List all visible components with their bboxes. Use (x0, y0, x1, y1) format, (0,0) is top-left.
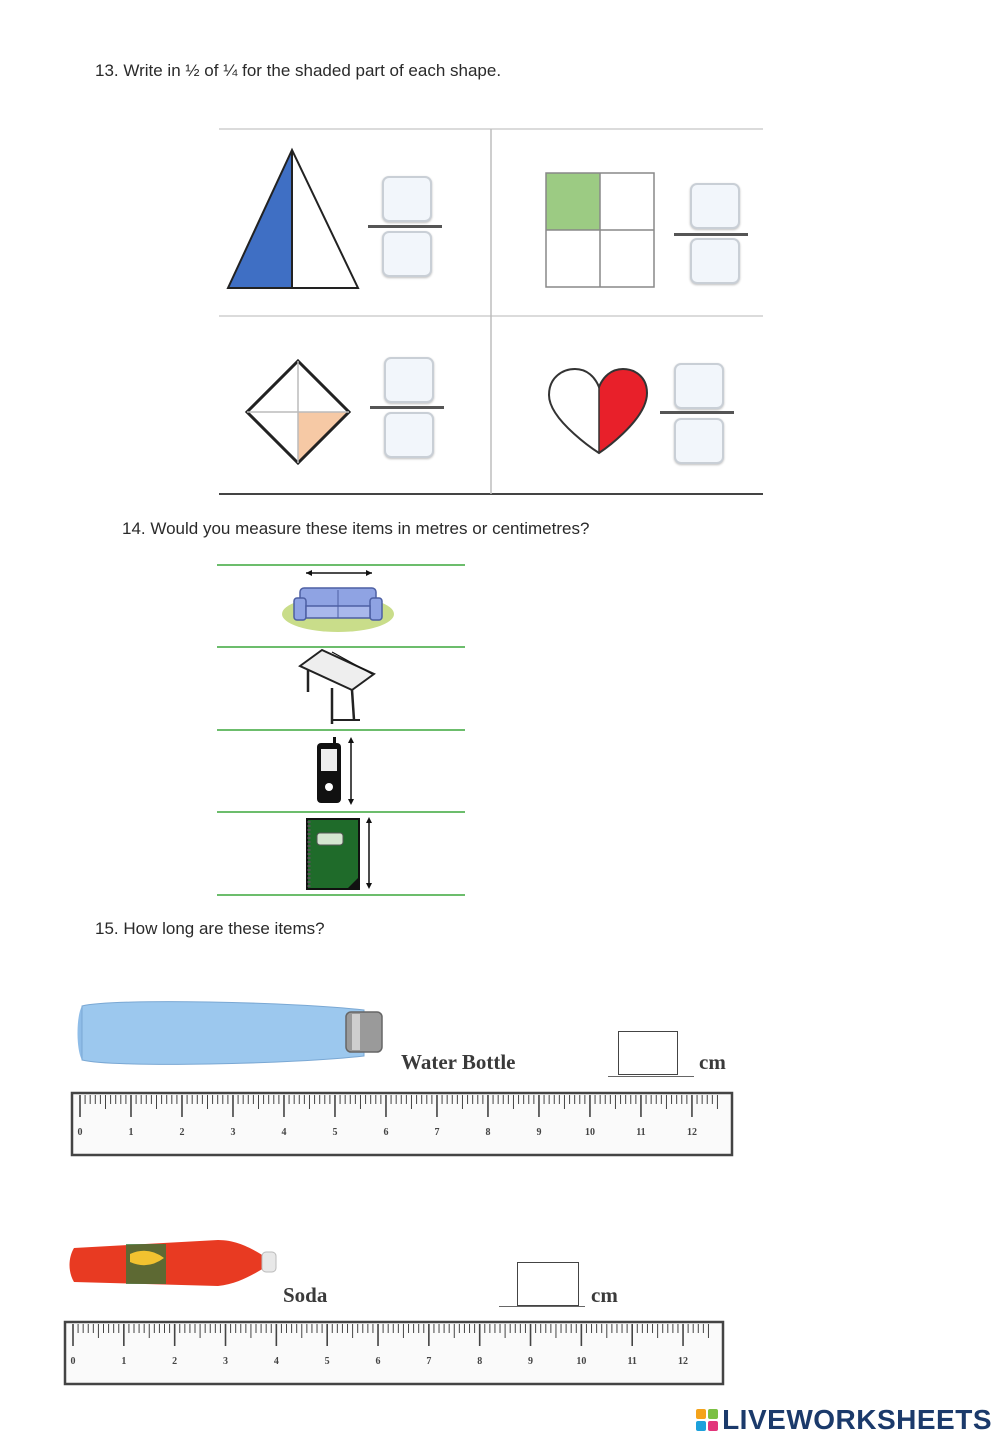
soda-unit: cm (591, 1283, 618, 1307)
ruler-number: 3 (230, 1127, 236, 1138)
ruler-number: 0 (70, 1356, 76, 1367)
ruler-number: 8 (485, 1127, 491, 1138)
heart-icon (545, 367, 653, 459)
liveworksheets-logo-icon (696, 1409, 718, 1431)
ruler-soda (63, 1320, 725, 1388)
diamond-icon (243, 357, 355, 469)
ruler-body (65, 1322, 723, 1384)
ruler-number: 8 (477, 1356, 483, 1367)
ruler-number: 12 (678, 1356, 689, 1367)
ruler-number: 1 (128, 1127, 134, 1138)
denominator-box-1[interactable] (382, 231, 432, 277)
ruler-number: 3 (223, 1356, 229, 1367)
ruler-number: 11 (627, 1356, 637, 1367)
denominator-box-4[interactable] (674, 418, 724, 464)
mobile-phone-icon (313, 735, 359, 807)
notebook-icon (303, 815, 375, 891)
ruler-number: 10 (576, 1356, 587, 1367)
fraction-grid (0, 0, 1000, 520)
denominator-box-3[interactable] (384, 412, 434, 458)
ruler-number: 10 (584, 1127, 595, 1138)
water-bottle-unit: cm (699, 1050, 726, 1074)
brand-name: LIVEWORKSHEETS (722, 1404, 992, 1435)
square-grid-icon (544, 171, 658, 291)
water-bottle-icon (74, 996, 386, 1070)
fraction-bar-2 (674, 233, 748, 236)
ruler-number: 7 (434, 1127, 440, 1138)
ruler-number: 2 (179, 1127, 185, 1138)
ruler-number: 12 (686, 1127, 697, 1138)
ruler-number: 6 (375, 1356, 381, 1367)
ruler-number: 5 (332, 1127, 338, 1138)
question-14: 14. Would you measure these items in metres or centimetres? (122, 519, 590, 538)
ruler-number: 4 (281, 1127, 287, 1138)
numerator-box-4[interactable] (674, 363, 724, 409)
water-bottle-answer-box[interactable] (618, 1031, 678, 1075)
liveworksheets-brand (696, 1404, 992, 1436)
ruler-number: 7 (426, 1356, 432, 1367)
ruler-water-bottle (70, 1091, 734, 1159)
ruler-number: 0 (77, 1127, 83, 1138)
numerator-box-1[interactable] (382, 176, 432, 222)
numerator-box-2[interactable] (690, 183, 740, 229)
ruler-number: 2 (172, 1356, 178, 1367)
ruler-body (72, 1093, 732, 1155)
table-icon (296, 648, 378, 728)
soda-bottle-icon (68, 1234, 278, 1294)
fraction-bar-4 (660, 411, 734, 414)
ruler-number: 4 (273, 1356, 279, 1367)
soda-label: Soda (283, 1283, 328, 1307)
denominator-box-2[interactable] (690, 238, 740, 284)
fraction-bar-3 (370, 406, 444, 409)
ruler-number: 5 (324, 1356, 330, 1367)
ruler-number: 9 (536, 1127, 542, 1138)
fraction-bar-1 (368, 225, 442, 228)
question-13: 13. Write in ½ of ¼ for the shaded part of each shape. (95, 61, 502, 80)
triangle-icon (224, 146, 362, 291)
ruler-number: 11 (636, 1127, 646, 1138)
water-bottle-label: Water Bottle (401, 1050, 516, 1074)
ruler-number: 9 (528, 1356, 534, 1367)
sofa-icon (282, 568, 396, 636)
water-bottle-underline (608, 1076, 694, 1077)
ruler-number: 6 (383, 1127, 389, 1138)
numerator-box-3[interactable] (384, 357, 434, 403)
ruler-number: 1 (121, 1356, 127, 1367)
question-15: 15. How long are these items? (95, 919, 325, 938)
soda-underline (499, 1306, 585, 1307)
soda-answer-box[interactable] (517, 1262, 579, 1306)
